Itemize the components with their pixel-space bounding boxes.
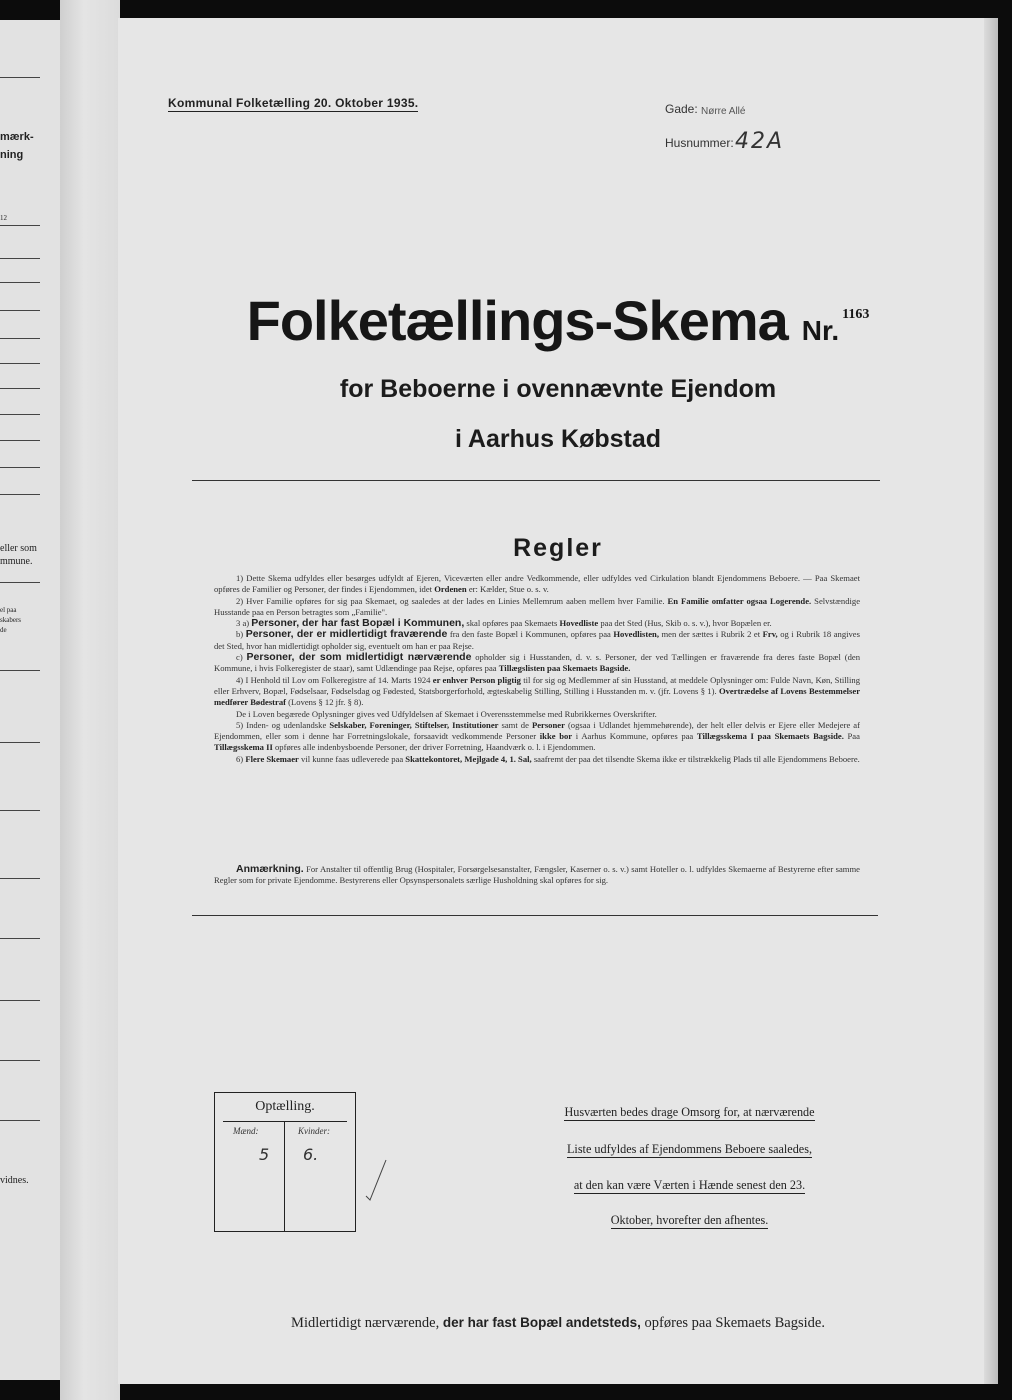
left-page-strip [0, 20, 60, 1380]
strip-line [0, 282, 40, 283]
strip-line [0, 810, 40, 811]
house-number-value: 42A [735, 129, 785, 154]
strip-text: mærk- [0, 131, 34, 143]
remark-label: Anmærkning. [236, 863, 304, 875]
strip-line [0, 1000, 40, 1001]
women-label: Kvinder: [298, 1126, 330, 1136]
strip-text: mmune. [0, 556, 33, 567]
strip-line [0, 938, 40, 939]
notice-line-1: Husværten bedes drage Omsorg for, at nærværende [564, 1105, 815, 1119]
form-title [118, 288, 998, 353]
strip-line [0, 670, 40, 671]
census-header: Kommunal Folketælling 20. Oktober 1935. [168, 96, 419, 110]
street-value: Nørre Allé [701, 106, 746, 117]
remark-text: Anmærkning. For Anstalter til offentlig Brug (Hospitaler, Forsørgelsesanstalter, Fængsler, Kaserner o. s. v.) samt Hoteller o. l. udfyldes Skemaerne af Bestyrerne efter samme Regler som for private Ejendomme. Bestyrerens eller Opsynspersonalets særlige Husholdning skal opføres for sig. [214, 863, 860, 886]
strip-text: vidnes. [0, 1175, 29, 1186]
strip-line [0, 467, 40, 468]
strip-line [0, 310, 40, 311]
strip-line [0, 494, 40, 495]
women-count: 6. [303, 1145, 319, 1164]
notice-line-3: at den kan være Værten i Hænde senest den 23. [573, 1178, 806, 1192]
book-spine [60, 0, 120, 1400]
census-form-page [118, 18, 998, 1384]
street-label: Gade: [665, 102, 698, 116]
strip-text: de [0, 626, 7, 634]
count-box-rule [223, 1121, 347, 1122]
count-box-title: Optælling. [255, 1099, 315, 1114]
rules-heading: Regler [513, 534, 603, 562]
divider [192, 480, 880, 481]
strip-line [0, 77, 40, 78]
house-number-label: Husnummer: [665, 136, 734, 150]
strip-text: 12 [0, 214, 7, 222]
strip-text: el paa [0, 606, 17, 614]
strip-line [0, 742, 40, 743]
count-box [214, 1092, 356, 1232]
form-number-value: 1163 [842, 307, 870, 322]
strip-line [0, 388, 40, 389]
strip-text: ning [0, 149, 24, 161]
strip-line [0, 1060, 40, 1061]
strip-line [0, 363, 40, 364]
form-title-main: Folketællings-Skema [246, 289, 788, 352]
form-subtitle-2: i Aarhus Købstad [454, 425, 662, 453]
strip-line [0, 440, 40, 441]
notice-line-4: Oktober, hvorefter den afhentes. [610, 1213, 769, 1227]
count-box-divider [284, 1122, 285, 1231]
strip-line [0, 258, 40, 259]
checkmark-icon [364, 1158, 388, 1202]
strip-text: eller som [0, 543, 37, 554]
footer-note: Midlertidigt nærværende, der har fast Bopæl andetsteds, opføres paa Skemaets Bagside. [291, 1315, 825, 1331]
strip-line [0, 414, 40, 415]
strip-line [0, 338, 40, 339]
form-subtitle-1: for Beboerne i ovennævnte Ejendom [339, 375, 777, 403]
strip-line [0, 878, 40, 879]
strip-text: skabers [0, 616, 21, 624]
strip-line [0, 1120, 40, 1121]
men-label: Mænd: [233, 1126, 259, 1136]
men-count: 5 [259, 1145, 270, 1164]
rules-text: 1) Dette Skema udfyldes eller besørges udfyldt af Ejeren, Viceværten eller andre Vedkommende, eller udfyldes ved Cirkulation blandt Ejendommens Beboere. — Paa Skemaet opføres de Familier og Personer, der findes i Ejendommen, idet Ordenen er: Kælder, Stue o. s. v. 2) Hver Familie opføres for sig paa Skemaet, og saaledes at der lades en Linies Mellemrum aaben mellem hver Familie. En Familie omfatter ogsaa Logerende. Selvstændige Husstande paa en Person betragtes som „Familie". 3 a) Personer, der har fast Bopæl i Kommunen, skal opføres paa Skemaets Hovedliste paa det Sted (Hus, Skib o. s. v.), hvor Bopælen er. b) Personer, der er midlertidigt fraværende fra den faste Bopæl i Kommunen, opføres paa Hovedlisten, men der sættes i Rubrik 2 et Frv, og i Rubrik 18 angives det Sted, hvor han midlertidigt opholder sig, eventuelt om han er paa Rejse. c) Personer, der som midlertidigt nærværende opholder sig i Husstanden, d. v. s. Personer, der ved Tællingen er fraværende fra deres faste Bopæl (den Kommune, i hvis Folkeregister de staar), samt Udlændinge paa Rejse, opføres paa Tillægslisten paa Skemaets Bagside. 4) I Henhold til Lov om Folkeregistre af 14. Marts 1924 er enhver Person pligtig til for sig og Medlemmer af sin Husstand, at meddele Oplysninger om: Fulde Navn, Køn, Stilling eller Erhverv, Bopæl, Fødselsaar, Fødselsdag og Fødested, Statsborgerforhold, ægteskabelig Stilling, Stilling i Husstanden m. v. (jfr. Lovens § 1). Overtrædelse af Lovens Bestemmelser medfører Bødestraf (Lovens § 12 jfr. § 8). De i Loven begærede Oplysninger gives ved Udfyldelsen af Skemaet i Overensstemmelse med Rubrikkernes Overskrifter. 5) Inden- og udenlandske Selskaber, Foreninger, Stiftelser, Institutioner samt de Personer (ogsaa i Udlandet hjemmehørende), der helt eller delvis er Ejere eller Medejere af Ejendommen, eller som i denne har Forretningslokale, forsaavidt vedkommende Personer ikke bor i Aarhus Kommune, opføres paa Tillægsskema I paa Skemaets Bagside. Paa Tillægsskema II opføres alle indenbysboende Personer, der driver Forretning, Haandværk o. l. i Ejendommen. 6) Flere Skemaer vil kunne faas udleverede paa Skattekontoret, Mejlgade 4, 1. Sal, saafremt der paa det tilsendte Skema ikke er tilstrækkelig Plads til alle Ejendommens Beboere. [214, 573, 861, 764]
strip-line [0, 582, 40, 583]
form-number-label: Nr. [801, 315, 840, 346]
notice-line-2: Liste udfyldes af Ejendommens Beboere saaledes, [566, 1142, 813, 1156]
strip-line [0, 225, 40, 226]
divider [192, 915, 878, 916]
